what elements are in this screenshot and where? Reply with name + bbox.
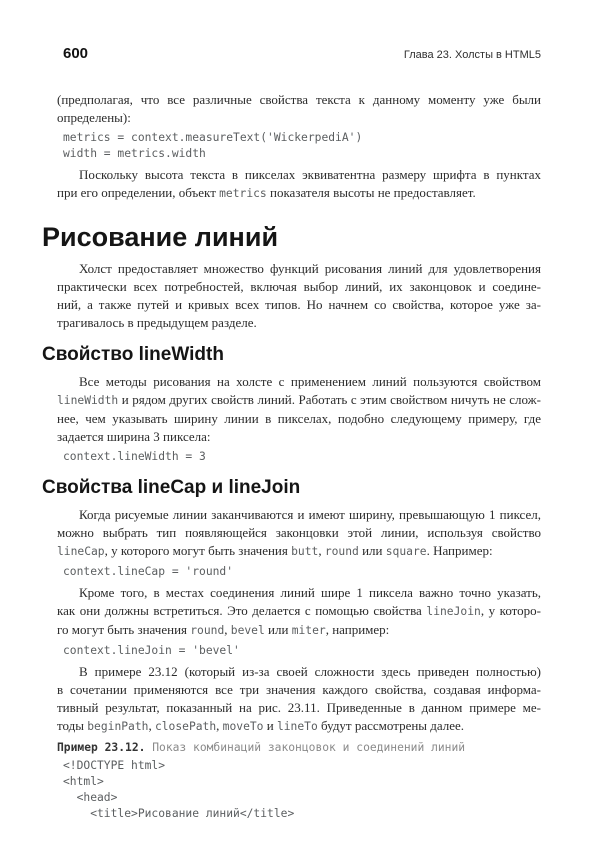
code-line: <head>	[63, 791, 118, 804]
body-text: . Например:	[426, 543, 493, 558]
inline-code: butt	[291, 545, 319, 558]
paragraph-line	[57, 681, 541, 699]
inline-code: square	[385, 545, 427, 558]
paragraph-line	[57, 296, 541, 314]
inline-code: round	[190, 624, 225, 637]
inline-code: round	[324, 545, 359, 558]
body-text: (предполагая, что все различные свойства текста к данному моменту уже были	[57, 92, 541, 107]
body-text: , у которо-	[480, 603, 542, 618]
code-block	[63, 449, 541, 465]
paragraph-line	[57, 314, 541, 332]
inline-code: closePath	[154, 720, 217, 733]
body-text: показателя высоты не предоставляет.	[266, 185, 476, 200]
body-text: го могут быть значения	[57, 622, 191, 637]
paragraph-line	[57, 663, 541, 681]
code-line: context.lineCap = 'round'	[63, 565, 234, 578]
body-text: Когда рисуемые линии заканчиваются и имеют ширину, превышающую 1 пиксел,	[79, 507, 541, 522]
code-block	[63, 758, 541, 822]
body-text: ,	[224, 622, 231, 637]
body-text: или	[264, 622, 292, 637]
body-text: в сочетании применяются все три значения каждого свойства, создавая информа-	[57, 682, 541, 697]
body-text: и	[263, 718, 277, 733]
body-text: или	[358, 543, 386, 558]
code-line: context.lineWidth = 3	[63, 450, 206, 463]
chapter-title: Глава 23. Холсты в HTML5	[403, 49, 541, 61]
paragraph-line	[57, 584, 541, 602]
paragraph-line	[57, 524, 541, 542]
body-text: и рядом других свойств линий. Работать с этим свойством ничуть не слож-	[118, 392, 541, 407]
body-text: , у которого могут быть значения	[104, 543, 292, 558]
paragraph	[57, 166, 541, 203]
inline-code: lineCap	[57, 545, 105, 558]
subsection-heading: Свойства lineCap и lineJoin	[42, 477, 301, 498]
paragraph-line	[57, 373, 541, 391]
paragraph-line	[57, 410, 541, 428]
inline-code: bevel	[230, 624, 265, 637]
paragraph-line	[57, 91, 541, 109]
body-text: можно выбрать тип появляющейся законцовки этой линии, используя свойство	[57, 525, 541, 540]
inline-code: beginPath	[87, 720, 149, 733]
body-text: ,	[148, 718, 155, 733]
body-text: Поскольку высота текста в пикселах эквиватентна размеру шрифта в пунктах	[79, 167, 541, 182]
caption-label: Пример 23.12.	[57, 741, 146, 754]
code-block	[63, 643, 541, 659]
code-line: <html>	[63, 775, 104, 788]
paragraph-line	[57, 184, 541, 203]
body-text: при его определении, объект	[57, 185, 220, 200]
paragraph-line	[57, 278, 541, 296]
running-head	[57, 45, 541, 62]
inline-code: metrics	[219, 187, 267, 200]
body-text: как они должны встретиться. Это делается с помощью свойства	[57, 603, 427, 618]
inline-code: miter	[291, 624, 326, 637]
paragraph	[57, 506, 541, 561]
body-text: Все методы рисования на холсте с применением линий пользуются свойством	[79, 374, 541, 389]
paragraph-line	[57, 109, 541, 127]
code-line: metrics = context.measureText('WickerpediA')	[63, 131, 363, 144]
inline-code: lineTo	[276, 720, 318, 733]
subsection-heading: Свойство lineWidth	[42, 344, 224, 365]
caption-text: Показ комбинаций законцовок и соединений линий	[145, 741, 466, 754]
code-line: <title>Рисование линий</title>	[63, 807, 295, 820]
body-text: Кроме того, в местах соединения линий шире 1 пиксела важно точно указать,	[79, 585, 541, 600]
code-block	[63, 564, 541, 580]
paragraph-line	[57, 542, 541, 561]
section-heading: Рисование линий	[42, 222, 279, 252]
body-text: тоды	[57, 718, 88, 733]
paragraph-line	[57, 699, 541, 717]
paragraph	[57, 260, 541, 332]
body-text: трагивалось в предыдущем разделе.	[57, 315, 257, 330]
body-text: определены):	[57, 110, 131, 125]
body-text: нее, чем указывать ширину линии в пикселах, подобно следующему примеру, где	[57, 411, 541, 426]
body-text: Холст предоставляет множество функций рисования линий для удовлетворения	[79, 261, 541, 276]
paragraph-line	[57, 621, 541, 640]
article	[42, 91, 542, 822]
code-block	[63, 130, 541, 162]
paragraph-line	[57, 506, 541, 524]
paragraph	[57, 663, 541, 736]
inline-code: lineJoin	[426, 605, 481, 618]
paragraph-line	[57, 260, 541, 278]
body-text: тивный результат, показанный на рис. 23.11. Приведенные в данном примере ме-	[57, 700, 541, 715]
body-text: задается ширина 3 пиксела:	[57, 429, 211, 444]
body-text: ,	[216, 718, 223, 733]
paragraph-line	[57, 428, 541, 446]
example-caption	[57, 740, 541, 755]
paragraph-line	[57, 717, 541, 736]
body-text: ,	[318, 543, 325, 558]
body-text: В примере 23.12 (который из-за своей сложности здесь приведен полностью)	[79, 664, 541, 679]
code-line: context.lineJoin = 'bevel'	[63, 644, 240, 657]
page-number: 600	[63, 45, 89, 62]
paragraph	[57, 584, 541, 640]
paragraph-line	[57, 391, 541, 410]
inline-code: lineWidth	[57, 394, 119, 407]
body-text: , например:	[325, 622, 390, 637]
paragraph-line	[57, 166, 541, 184]
body-text: ний, а также путей и кривых всех типов. Но начнем со свойства, которое уже за-	[57, 297, 541, 312]
paragraph-line	[57, 602, 541, 621]
paragraph	[57, 373, 541, 446]
code-line: width = metrics.width	[63, 147, 206, 160]
body-text: практически всех потребностей, включая выбор линий, их законцовок и соедине-	[57, 279, 541, 294]
body-text: будут рассмотрены далее.	[317, 718, 465, 733]
paragraph	[57, 91, 541, 127]
inline-code: moveTo	[222, 720, 264, 733]
code-line: <!DOCTYPE html>	[63, 759, 166, 772]
